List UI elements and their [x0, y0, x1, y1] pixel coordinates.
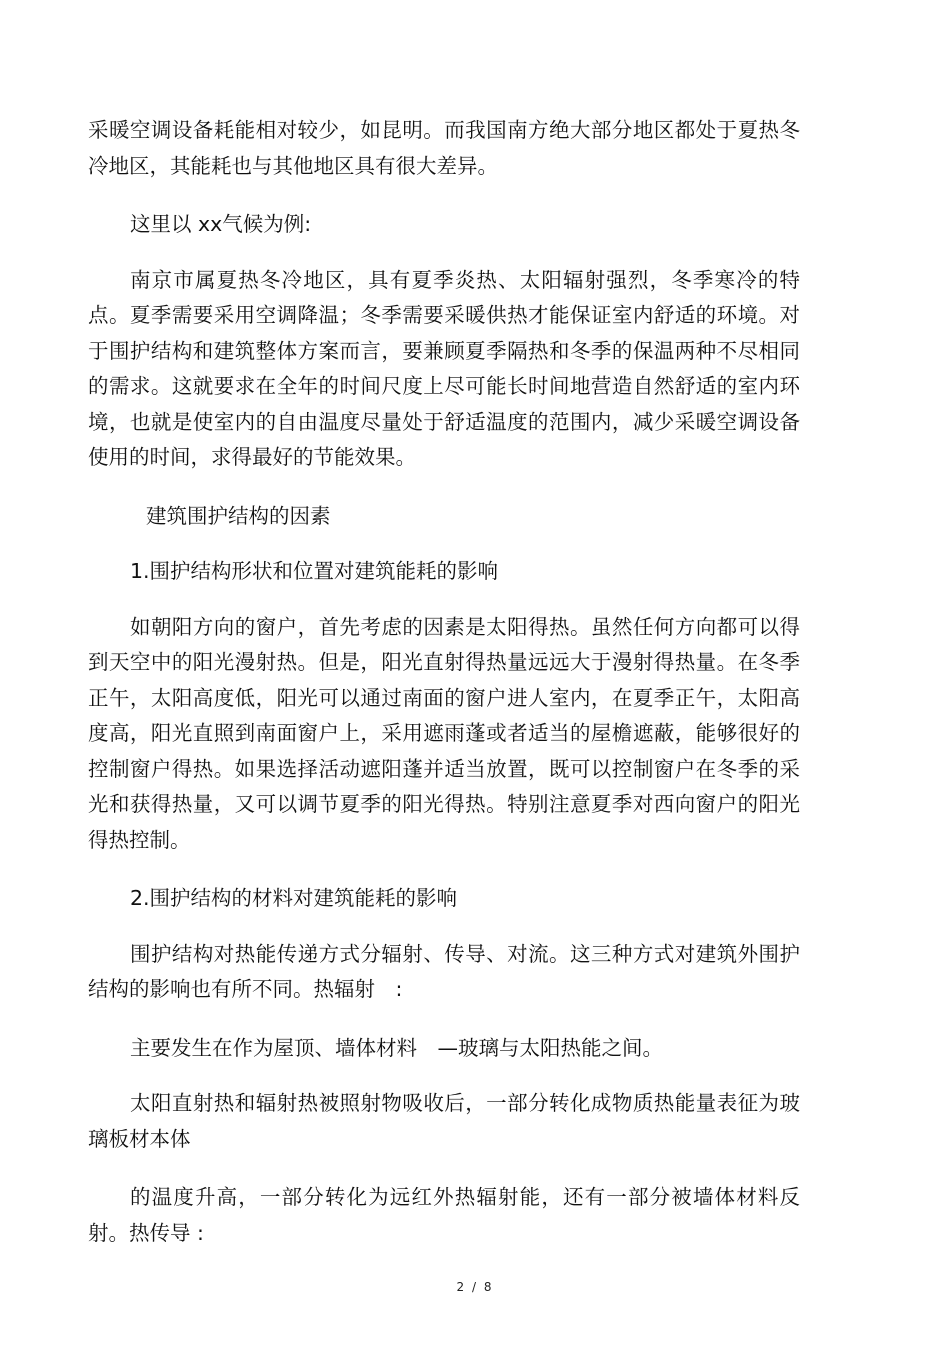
document-body	[88, 113, 800, 1251]
paragraph-nanjing-climate: 南京市属夏热冬冷地区，具有夏季炎热、太阳辐射强烈，冬季寒冷的特点。夏季需要采用空调降温；冬季需要采暖供热才能保证室内舒适的环境。对于围护结构和建筑整体方案而言，要兼顾夏季隔热和冬季的保温两种不尽相同的需求。这就要求在全年的时间尺度上尽可能长时间地营造自然舒适的室内环境，也就是使室内的自由温度尽量处于舒适温度的范围内，减少采暖空调设备使用的时间，求得最好的节能效果。	[88, 267, 800, 469]
paragraph-intro-continued: 采暖空调设备耗能相对较少，如昆明。而我国南方绝大部分地区都处于夏热冬冷地区，其能耗也与其他地区具有很大差异。	[88, 118, 800, 178]
paragraph-sun-facing-windows: 如朝阳方向的窗户，首先考虑的因素是太阳得热。虽然任何方向都可以得到天空中的阳光漫射热。但是，阳光直射得热量远远大于漫射得热量。在冬季正午，太阳高度低，阳光可以通过南面的窗户进人室内，在夏季正午，太阳高度高，阳光直照到南面窗户上，采用遮雨蓬或者适当的屋檐遮蔽，能够很好的控制窗户得热。如果选择活动遮阳蓬并适当放置，既可以控制窗户在冬季的采光和获得热量，又可以调节夏季的阳光得热。特别注意夏季对西向窗户的阳光得热控制。	[88, 614, 800, 852]
subheading-shape-position: 1.围护结构形状和位置对建筑能耗的影响	[130, 559, 499, 583]
paragraph-climate-example: 这里以 xx气候为例:	[130, 212, 312, 236]
section-heading-envelope-factors: 建筑围护结构的因素	[146, 503, 331, 528]
paragraph-temperature-rise: 的温度升高，一部分转化为远红外热辐射能，还有一部分被墙体材料反射。热传导 :	[88, 1185, 800, 1245]
paragraph-absorption: 太阳直射热和辐射热被照射物吸收后，一部分转化成物质热能量表征为玻璃板材本体	[88, 1091, 800, 1151]
subheading-materials: 2.围护结构的材料对建筑能耗的影响	[130, 886, 458, 910]
paragraph-radiation-location: 主要发生在作为屋顶、墙体材料 —玻璃与太阳热能之间。	[130, 1035, 663, 1060]
page-number: 2 / 8	[456, 1280, 494, 1294]
paragraph-heat-transfer-modes: 围护结构对热能传递方式分辐射、传导、对流。这三种方式对建筑外围护结构的影响也有所不同。热辐射 :	[88, 941, 800, 1001]
